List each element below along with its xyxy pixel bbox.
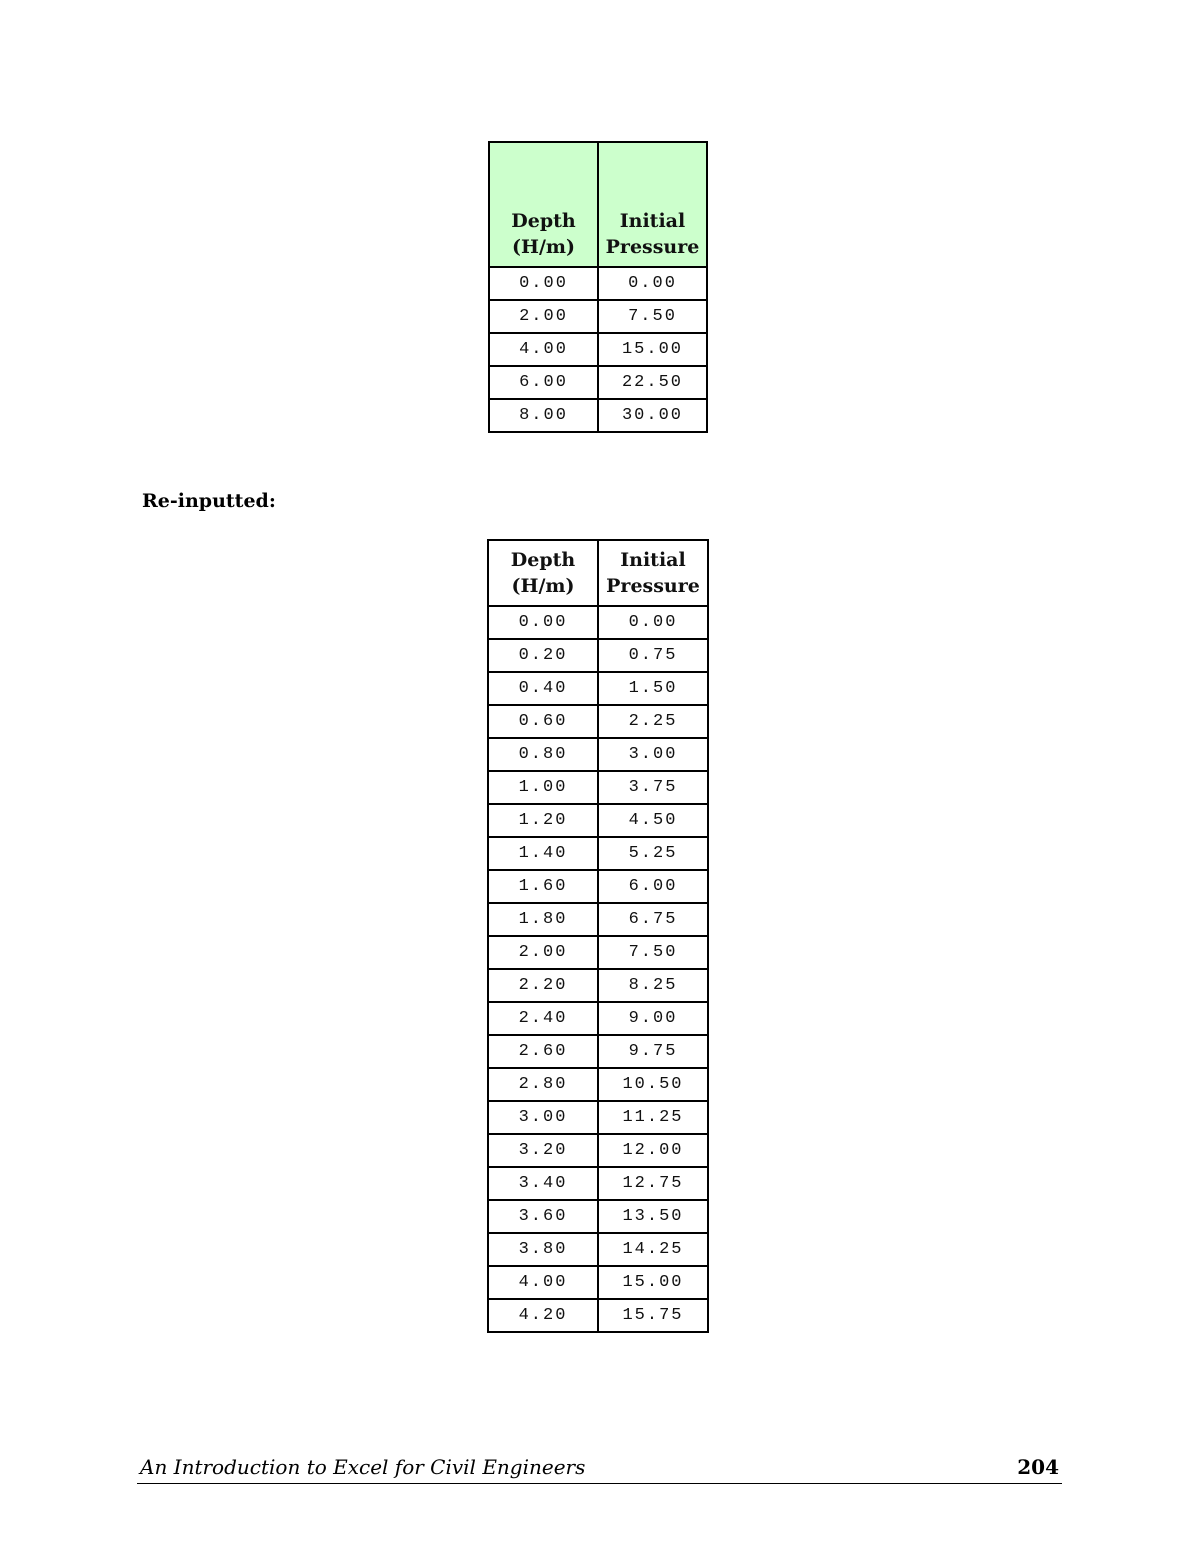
table-row [488,672,708,705]
depth-cell: 3.40 [488,1167,598,1200]
pressure-cell: 2.25 [598,705,708,738]
depth-cell: 0.80 [488,738,598,771]
depth-cell: 0.60 [488,705,598,738]
pressure-cell: 15.00 [598,333,707,366]
table-row [488,1266,708,1299]
table-row [488,969,708,1002]
table-row [488,837,708,870]
table-row [488,1101,708,1134]
table-header-row [488,540,708,606]
page-footer [137,1453,1062,1484]
depth-cell: 2.00 [489,300,598,333]
depth-cell: 2.40 [488,1002,598,1035]
table-body [489,267,707,432]
header-depth: Depth (H/m) [488,540,598,606]
reinputted-label: Re-inputted: [142,490,276,512]
pressure-cell: 15.00 [598,1266,708,1299]
table-row [489,267,707,300]
depth-cell: 6.00 [489,366,598,399]
table-row [488,606,708,639]
table-body [488,606,708,1332]
pressure-cell: 3.75 [598,771,708,804]
table-row [489,399,707,432]
depth-pressure-table [488,141,708,433]
pressure-cell: 10.50 [598,1068,708,1101]
depth-cell: 2.20 [488,969,598,1002]
reinputted-depth-pressure-table [487,539,709,1333]
depth-cell: 0.00 [488,606,598,639]
pressure-cell: 4.50 [598,804,708,837]
pressure-cell: 0.75 [598,639,708,672]
pressure-cell: 15.75 [598,1299,708,1332]
depth-cell: 1.20 [488,804,598,837]
pressure-cell: 6.00 [598,870,708,903]
header-initial-pressure: Initial Pressure [598,142,707,267]
depth-cell: 1.60 [488,870,598,903]
depth-cell: 8.00 [489,399,598,432]
table-row [488,1035,708,1068]
pressure-cell: 3.00 [598,738,708,771]
depth-cell: 2.60 [488,1035,598,1068]
table-row [488,1200,708,1233]
footer-book-title: An Introduction to Excel for Civil Engineers [140,1455,586,1479]
depth-cell: 3.60 [488,1200,598,1233]
depth-cell: 3.00 [488,1101,598,1134]
table-row [488,1002,708,1035]
table-row [488,738,708,771]
table-row [489,300,707,333]
depth-cell: 2.80 [488,1068,598,1101]
pressure-cell: 0.00 [598,606,708,639]
footer-page-number: 204 [1017,1455,1059,1479]
pressure-cell: 11.25 [598,1101,708,1134]
table-row [488,705,708,738]
depth-cell: 3.80 [488,1233,598,1266]
table-row [489,333,707,366]
pressure-cell: 22.50 [598,366,707,399]
depth-cell: 2.00 [488,936,598,969]
depth-cell: 1.40 [488,837,598,870]
pressure-cell: 9.00 [598,1002,708,1035]
header-initial-pressure: Initial Pressure [598,540,708,606]
table-header-row [489,142,707,267]
pressure-cell: 7.50 [598,300,707,333]
table-row [488,771,708,804]
pressure-cell: 13.50 [598,1200,708,1233]
table-row [488,1299,708,1332]
depth-cell: 0.00 [489,267,598,300]
table-row [488,903,708,936]
table-row [488,639,708,672]
depth-cell: 4.20 [488,1299,598,1332]
depth-cell: 1.80 [488,903,598,936]
table-row [488,1233,708,1266]
pressure-cell: 9.75 [598,1035,708,1068]
table-row [488,870,708,903]
header-depth: Depth (H/m) [489,142,598,267]
pressure-cell: 0.00 [598,267,707,300]
depth-cell: 4.00 [489,333,598,366]
depth-cell: 3.20 [488,1134,598,1167]
pressure-cell: 12.00 [598,1134,708,1167]
pressure-cell: 12.75 [598,1167,708,1200]
depth-cell: 4.00 [488,1266,598,1299]
depth-cell: 0.40 [488,672,598,705]
pressure-cell: 7.50 [598,936,708,969]
depth-cell: 0.20 [488,639,598,672]
pressure-cell: 30.00 [598,399,707,432]
table-row [488,1167,708,1200]
pressure-cell: 5.25 [598,837,708,870]
pressure-cell: 1.50 [598,672,708,705]
table-row [489,366,707,399]
table-row [488,804,708,837]
table-row [488,936,708,969]
pressure-cell: 8.25 [598,969,708,1002]
table-row [488,1134,708,1167]
pressure-cell: 6.75 [598,903,708,936]
depth-cell: 1.00 [488,771,598,804]
pressure-cell: 14.25 [598,1233,708,1266]
table-row [488,1068,708,1101]
